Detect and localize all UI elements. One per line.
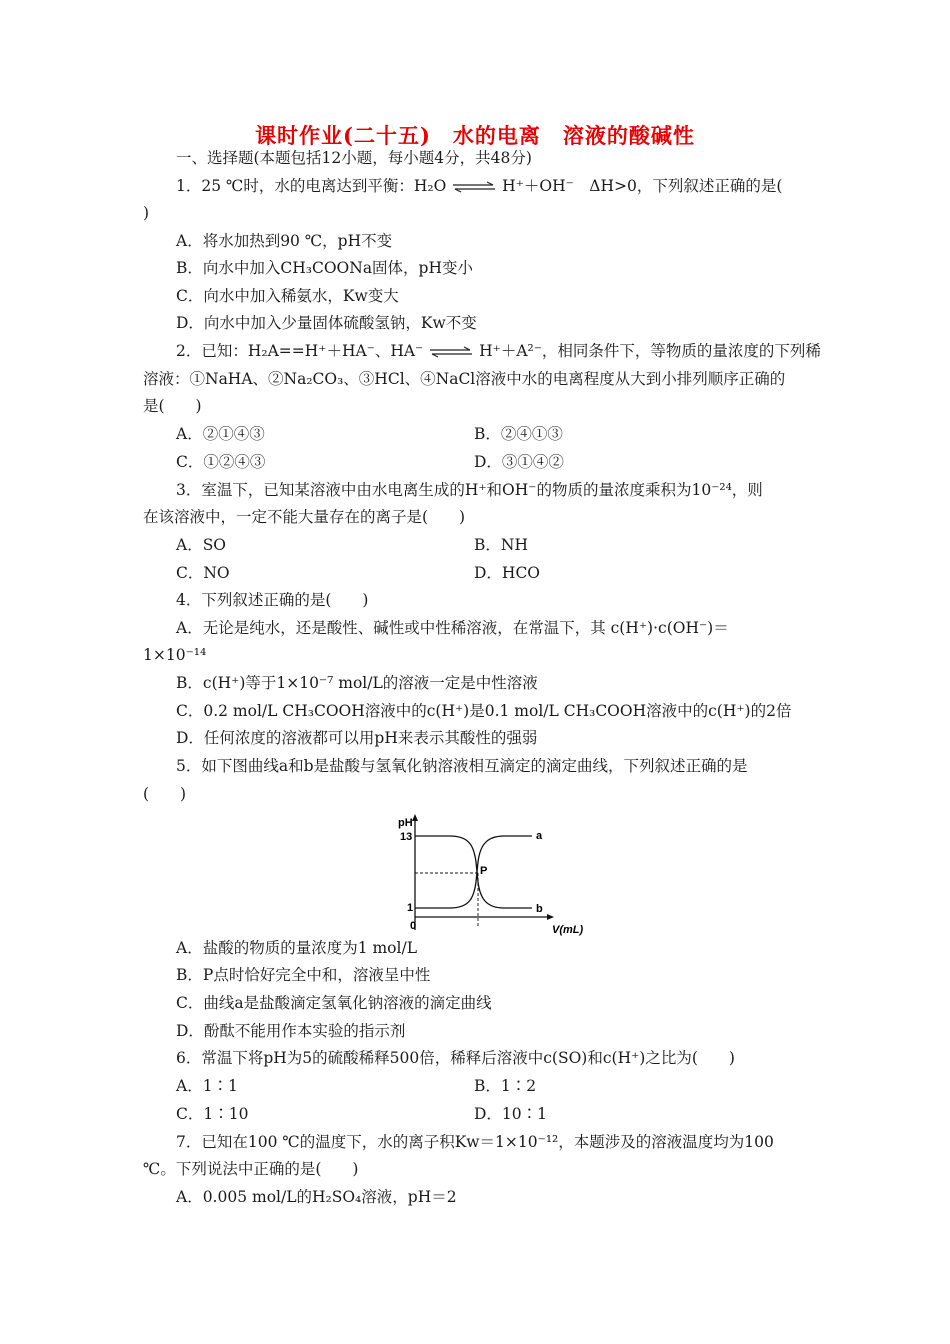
question-7-stem: 7．已知在100 ℃的温度下，水的离子积Kw＝1×10⁻¹²，本题涉及的溶液温度均为100 — [176, 1133, 774, 1151]
question-2-stem-line3: 是( ) — [143, 397, 202, 415]
question-5-option-b: B．P点时恰好完全中和，溶液呈中性 — [176, 966, 431, 984]
question-6-option-b: B．1∶2 — [474, 1077, 537, 1095]
x-axis-label: V(mL) — [552, 924, 584, 936]
origin-label: 0 — [410, 920, 417, 932]
question-2-option-d: D．③①④② — [474, 453, 564, 471]
question-6-option-d: D．10∶1 — [474, 1105, 548, 1123]
question-1-stem-end: ) — [143, 204, 150, 222]
question-5-option-c: C．曲线a是盐酸滴定氢氧化钠溶液的滴定曲线 — [176, 994, 492, 1012]
question-2-option-b: B．②④①③ — [474, 425, 563, 443]
question-3-option-b: B．NH — [474, 536, 528, 554]
y-axis-arrow — [412, 814, 418, 821]
question-1-stem-part2: H⁺＋OH⁻ ΔH>0，下列叙述正确的是( — [502, 177, 783, 195]
question-6-stem: 6．常温下将pH为5的硫酸稀释500倍，稀释后溶液中c(SO)和c(H⁺)之比为( ) — [176, 1049, 735, 1067]
question-1-option-c: C．向水中加入稀氨水，Kw变大 — [176, 287, 399, 305]
question-7-stem-line2: ℃。下列说法中正确的是( ) — [143, 1160, 359, 1178]
titration-curve-diagram — [372, 812, 592, 938]
question-2-stem-part1: 2．已知：H₂A==H⁺＋HA⁻、HA⁻ — [176, 342, 424, 360]
question-7-option-a: A．0.005 mol/L的H₂SO₄溶液，pH＝2 — [176, 1188, 457, 1206]
question-3-option-d: D．HCO — [474, 564, 541, 582]
y-tick-13: 13 — [400, 831, 413, 843]
equilibrium-arrow-icon — [451, 181, 497, 193]
question-4-option-b: B．c(H⁺)等于1×10⁻⁷ mol/L的溶液一定是中性溶液 — [176, 674, 538, 692]
x-axis-arrow — [547, 914, 554, 920]
curve-b-label: b — [536, 903, 543, 915]
question-4-option-a-cont: 1×10⁻¹⁴ — [143, 646, 207, 664]
question-4-option-a: A．无论是纯水，还是酸性、碱性或中性稀溶液，在常温下，其 c(H⁺)·c(OH⁻)＝ — [176, 619, 729, 637]
curve-a-label: a — [536, 830, 543, 842]
question-2-option-c: C．①②④③ — [176, 453, 266, 471]
curve-b — [415, 836, 532, 908]
question-2-stem-line2: 溶液：①NaHA、②Na₂CO₃、③HCl、④NaCl溶液中水的电离程度从大到小排列顺序正确的 — [143, 370, 786, 388]
question-3-option-c: C．NO — [176, 564, 230, 582]
question-6-option-a: A．1∶1 — [176, 1077, 238, 1095]
section-heading: 一、选择题(本题包括12小题，每小题4分，共48分) — [176, 149, 532, 167]
question-2-stem — [176, 341, 821, 361]
question-2-option-a: A．②①④③ — [176, 425, 265, 443]
question-4-option-d: D．任何浓度的溶液都可以用pH来表示其酸性的强弱 — [176, 729, 538, 747]
point-p-label: P — [480, 865, 488, 877]
y-axis-label: pH — [398, 817, 413, 829]
equilibrium-arrow-icon — [428, 346, 474, 358]
question-3-stem-line2: 在该溶液中，一定不能大量存在的离子是( ) — [143, 508, 466, 526]
question-4-option-c: C．0.2 mol/L CH₃COOH溶液中的c(H⁺)是0.1 mol/L CH₃COOH溶液中的c(H⁺)的2倍 — [176, 702, 792, 720]
y-tick-1: 1 — [407, 902, 414, 914]
question-5-stem-line2: ( ) — [143, 785, 187, 803]
question-5-stem: 5．如下图曲线a和b是盐酸与氢氧化钠溶液相互滴定的滴定曲线，下列叙述正确的是 — [176, 757, 748, 775]
question-1-option-b: B．向水中加入CH₃COONa固体，pH变小 — [176, 259, 473, 277]
question-1-option-d: D．向水中加入少量固体硫酸氢钠，Kw不变 — [176, 314, 477, 332]
question-5-option-d: D．酚酞不能用作本实验的指示剂 — [176, 1022, 406, 1040]
question-3-option-a: A．SO — [176, 536, 227, 554]
question-4-stem: 4．下列叙述正确的是( ) — [176, 591, 369, 609]
question-6-option-c: C．1∶10 — [176, 1105, 249, 1123]
question-2-stem-part2: H⁺＋A²⁻，相同条件下，等物质的量浓度的下列稀 — [479, 342, 821, 360]
question-1-option-a: A．将水加热到90 ℃，pH不变 — [176, 232, 393, 250]
question-1-stem — [176, 176, 782, 196]
question-1-stem-part1: 1．25 ℃时，水的电离达到平衡：H₂O — [176, 177, 447, 195]
curve-a — [415, 836, 532, 908]
question-5-option-a: A．盐酸的物质的量浓度为1 mol/L — [176, 939, 417, 957]
question-3-stem: 3．室温下，已知某溶液中由水电离生成的H⁺和OH⁻的物质的量浓度乘积为10⁻²⁴，则 — [176, 481, 763, 499]
page-title: 课时作业(二十五) 水的电离 溶液的酸碱性 — [255, 123, 695, 148]
